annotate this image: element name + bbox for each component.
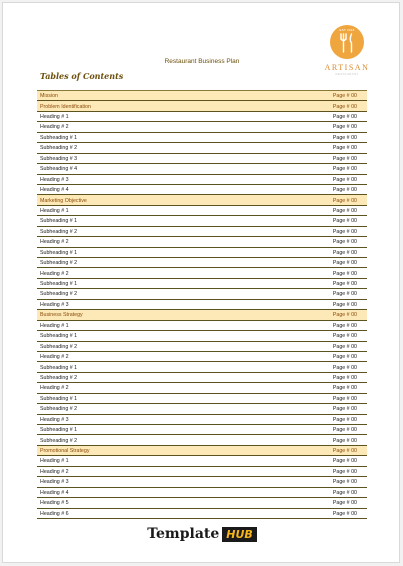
toc-page-number: Page # 00 — [332, 489, 357, 496]
toc-row[interactable] — [37, 237, 367, 247]
toc-page-number: Page # 00 — [332, 260, 357, 267]
toc-label: Heading # 2 — [40, 270, 69, 277]
toc-page-number: Page # 00 — [332, 166, 357, 173]
toc-label: Heading # 1 — [40, 114, 69, 121]
toc-row[interactable] — [37, 258, 367, 268]
toc-label: Subheading # 2 — [40, 228, 78, 235]
toc-label: Subheading # 3 — [40, 155, 78, 162]
toc-page-number: Page # 00 — [332, 406, 357, 413]
toc-label: Subheading # 1 — [40, 281, 78, 288]
toc-row[interactable] — [37, 154, 367, 164]
toc-page-number: Page # 00 — [332, 145, 357, 152]
toc-page-number: Page # 00 — [332, 322, 357, 329]
toc-label: Subheading # 2 — [40, 343, 78, 350]
toc-page-number: Page # 00 — [332, 458, 357, 465]
toc-label: Heading # 3 — [40, 416, 69, 423]
toc-row[interactable] — [37, 435, 367, 445]
toc-page-number: Page # 00 — [332, 312, 357, 319]
toc-label: Subheading # 2 — [40, 374, 78, 381]
toc-row[interactable] — [37, 227, 367, 237]
toc-label: Heading # 1 — [40, 458, 69, 465]
toc-label: Heading # 1 — [40, 322, 69, 329]
toc-section-row[interactable] — [37, 91, 367, 101]
toc-page-number: Page # 00 — [332, 228, 357, 235]
toc-page-number: Page # 00 — [332, 385, 357, 392]
toc-label: Heading # 2 — [40, 239, 69, 246]
toc-row[interactable] — [37, 279, 367, 289]
brand-badge: HUB — [222, 527, 257, 542]
document-title: Restaurant Business Plan — [164, 58, 240, 65]
toc-label: Heading # 2 — [40, 468, 69, 475]
toc-row[interactable] — [37, 248, 367, 258]
toc-row[interactable] — [37, 498, 367, 508]
toc-page-number: Page # 00 — [332, 333, 357, 340]
toc-page-number: Page # 00 — [332, 448, 357, 455]
toc-page-number: Page # 00 — [332, 93, 357, 100]
toc-row[interactable] — [37, 216, 367, 226]
toc-row[interactable] — [37, 268, 367, 278]
toc-label: Subheading # 1 — [40, 427, 78, 434]
toc-page-number: Page # 00 — [332, 364, 357, 371]
toc-page-number: Page # 00 — [332, 281, 357, 288]
toc-row[interactable] — [37, 289, 367, 299]
toc-page-number: Page # 00 — [332, 207, 357, 214]
toc-page-number: Page # 00 — [332, 218, 357, 225]
toc-label: Marketing Objective — [40, 197, 87, 204]
toc-page-number: Page # 00 — [332, 301, 357, 308]
toc-page-number: Page # 00 — [332, 354, 357, 361]
toc-label: Subheading # 2 — [40, 145, 78, 152]
toc-label: Heading # 2 — [40, 354, 69, 361]
toc-page-number: Page # 00 — [332, 416, 357, 423]
toc-row[interactable] — [37, 352, 367, 362]
toc-row[interactable] — [37, 133, 367, 143]
toc-label: Subheading # 1 — [40, 333, 78, 340]
toc-row[interactable] — [37, 164, 367, 174]
logo-name: ARTISAN — [324, 63, 370, 72]
toc-label: Heading # 4 — [40, 187, 69, 194]
toc-row[interactable] — [37, 362, 367, 372]
toc-row[interactable] — [37, 394, 367, 404]
toc-section-row[interactable] — [37, 101, 367, 111]
toc-page-number: Page # 00 — [332, 249, 357, 256]
toc-page-number: Page # 00 — [332, 270, 357, 277]
toc-label: Subheading # 4 — [40, 166, 78, 173]
toc-page-number: Page # 00 — [332, 343, 357, 350]
toc-row[interactable] — [37, 175, 367, 185]
toc-row[interactable] — [37, 300, 367, 310]
toc-page-number: Page # 00 — [332, 500, 357, 507]
toc-page-number: Page # 00 — [332, 427, 357, 434]
toc-row[interactable] — [37, 509, 367, 519]
toc-page-number: Page # 00 — [332, 124, 357, 131]
toc-page-number: Page # 00 — [332, 103, 357, 110]
toc-page-number: Page # 00 — [332, 374, 357, 381]
toc-page-number: Page # 00 — [332, 479, 357, 486]
toc-page-number: Page # 00 — [332, 437, 357, 444]
toc-page-number: Page # 00 — [332, 114, 357, 121]
toc-label: Heading # 1 — [40, 207, 69, 214]
toc-row[interactable] — [37, 143, 367, 153]
toc-row[interactable] — [37, 488, 367, 498]
toc-label: Subheading # 1 — [40, 218, 78, 225]
toc-row[interactable] — [37, 122, 367, 132]
toc-row[interactable] — [37, 467, 367, 477]
toc-page-number: Page # 00 — [332, 155, 357, 162]
toc-page-number: Page # 00 — [332, 395, 357, 402]
logo-tagline: RESTAURANT — [335, 72, 359, 76]
toc-page-number: Page # 00 — [332, 134, 357, 141]
toc-row[interactable] — [37, 331, 367, 341]
toc-label: Subheading # 2 — [40, 406, 78, 413]
toc-row[interactable] — [37, 404, 367, 414]
toc-page-number: Page # 00 — [332, 176, 357, 183]
toc-page-number: Page # 00 — [332, 239, 357, 246]
toc-label: Subheading # 2 — [40, 437, 78, 444]
toc-row[interactable] — [37, 477, 367, 487]
toc-label: Mission — [40, 93, 58, 100]
toc-row[interactable] — [37, 456, 367, 466]
toc-label: Subheading # 2 — [40, 291, 78, 298]
toc-label: Subheading # 1 — [40, 134, 78, 141]
toc-label: Heading # 2 — [40, 124, 69, 131]
toc-page-number: Page # 00 — [332, 187, 357, 194]
toc-label: Subheading # 1 — [40, 364, 78, 371]
toc-row[interactable] — [37, 185, 367, 195]
toc-row[interactable] — [37, 425, 367, 435]
toc-row[interactable] — [37, 206, 367, 216]
toc-row[interactable] — [37, 415, 367, 425]
toc-label: Heading # 2 — [40, 385, 69, 392]
toc-page-number: Page # 00 — [332, 197, 357, 204]
logo-small-text: EST 2018 — [339, 28, 355, 32]
toc-label: Subheading # 1 — [40, 395, 78, 402]
toc-label: Heading # 5 — [40, 500, 69, 507]
brand-text: Template — [147, 526, 220, 542]
toc-row[interactable] — [37, 321, 367, 331]
toc-label: Subheading # 2 — [40, 260, 78, 267]
toc-row[interactable] — [37, 112, 367, 122]
toc-heading: Tables of Contents — [40, 71, 124, 81]
toc-page-number: Page # 00 — [332, 291, 357, 298]
table-of-contents — [37, 90, 367, 519]
toc-row[interactable] — [37, 373, 367, 383]
cutlery-icon — [337, 30, 357, 54]
toc-row[interactable] — [37, 383, 367, 393]
toc-label: Heading # 3 — [40, 479, 69, 486]
toc-section-row[interactable] — [37, 310, 367, 320]
logo-badge — [330, 25, 364, 59]
toc-row[interactable] — [37, 342, 367, 352]
toc-page-number: Page # 00 — [332, 510, 357, 517]
artisan-logo — [321, 25, 373, 81]
toc-label: Business Strategy — [40, 312, 83, 319]
toc-label: Heading # 3 — [40, 176, 69, 183]
toc-label: Subheading # 1 — [40, 249, 78, 256]
toc-label: Heading # 3 — [40, 301, 69, 308]
toc-page-number: Page # 00 — [332, 468, 357, 475]
templatehub-brand — [3, 526, 401, 542]
toc-label: Heading # 4 — [40, 489, 69, 496]
toc-label: Promotional Strategy — [40, 448, 90, 455]
toc-section-row[interactable] — [37, 446, 367, 456]
document-page — [2, 2, 400, 563]
toc-label: Problem Identification — [40, 103, 91, 110]
toc-section-row[interactable] — [37, 195, 367, 205]
toc-label: Heading # 6 — [40, 510, 69, 517]
